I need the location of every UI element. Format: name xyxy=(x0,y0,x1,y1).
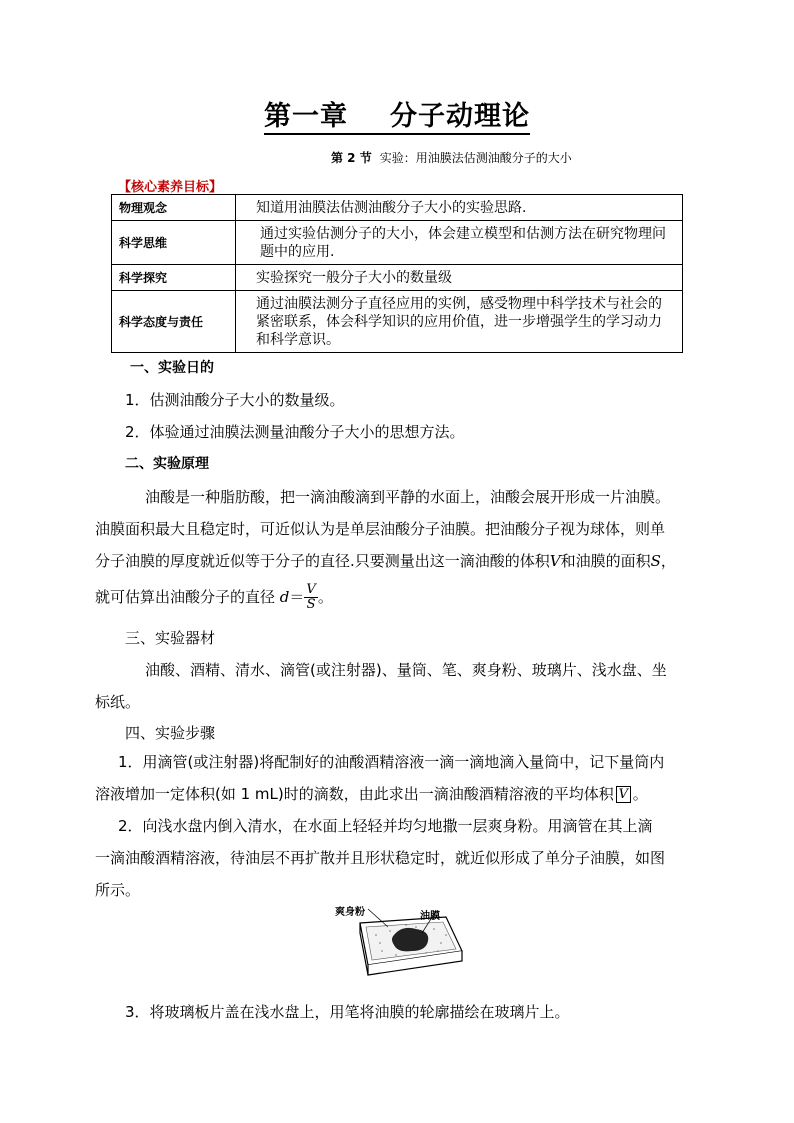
goal-key: 物理观念 xyxy=(112,195,236,221)
step-text: 溶液增加一定体积(如 1 mL)时的滴数，由此求出一滴油酸酒精溶液的平均体积 xyxy=(95,785,614,803)
step-line: 1．用滴管(或注射器)将配制好的油酸酒精溶液一滴一滴地滴入量筒中，记下量筒内 xyxy=(118,753,665,771)
goal-key: 科学探究 xyxy=(112,265,236,291)
step-text: 。 xyxy=(632,785,648,803)
chapter-number: 第一章 xyxy=(264,101,348,132)
goal-key: 科学思维 xyxy=(112,221,236,265)
fraction-denominator: S xyxy=(306,597,316,612)
section4-heading: 四、实验步骤 xyxy=(125,724,216,742)
goal-key: 科学态度与责任 xyxy=(112,291,236,353)
goals-row xyxy=(112,291,683,353)
principle-line xyxy=(95,546,676,576)
fraction-numerator: V xyxy=(306,582,316,597)
section2-heading: 二、实验原理 xyxy=(125,456,209,472)
equals-sign: ＝ xyxy=(289,588,305,606)
principle-text: 。 xyxy=(317,588,333,606)
step-line: 一滴油酸酒精溶液，待油层不再扩散并且形状稳定时，就近似形成了单分子油膜，如图 xyxy=(95,849,666,867)
principle-text: 和油膜的面积 xyxy=(560,552,651,570)
section-subtitle xyxy=(331,149,572,166)
equipment-line: 油酸、酒精、清水、滴管(或注射器)、量筒、笔、爽身粉、玻璃片、浅水盘、坐 xyxy=(145,661,667,679)
section1-item: 1．估测油酸分子大小的数量级。 xyxy=(125,391,345,409)
principle-line: 油膜面积最大且稳定时，可近似认为是单层油酸分子油膜。把油酸分子视为球体，则单 xyxy=(95,520,666,538)
principle-formula-line xyxy=(95,582,333,612)
powder-label: 爽身粉 xyxy=(335,907,365,918)
goals-row xyxy=(112,195,683,221)
step-line: 所示。 xyxy=(95,881,141,899)
area-symbol: S xyxy=(650,552,661,570)
diameter-symbol: d xyxy=(279,588,290,606)
section3-heading: 三、实验器材 xyxy=(125,629,216,647)
volume-symbol: V xyxy=(549,552,561,570)
chapter-title xyxy=(0,94,794,133)
section1-heading: 一、实验日的 xyxy=(130,360,214,376)
goal-value: 知道用油膜法估测油酸分子大小的实验思路. xyxy=(236,195,683,221)
core-goals-heading: 【核心素养目标】 xyxy=(118,180,223,195)
principle-text: 分子油膜的厚度就近似等于分子的直径.只要测量出这一滴油酸的体积 xyxy=(95,552,550,570)
section1-item: 2．体验通过油膜法测量油酸分子大小的思想方法。 xyxy=(125,423,465,441)
goal-value: 通过油膜法测分子直径应用的实例，感受物理中科学技术与社会的紧密联系，体会科学知识的应用价值，进一步增强学生的学习动力和科学意识。 xyxy=(236,291,683,353)
core-goals-table xyxy=(111,194,683,353)
step-line: 2．向浅水盘内倒入清水，在水面上轻轻并均匀地撒一层爽身粉。用滴管在其上滴 xyxy=(118,817,653,835)
goal-value: 实验探究一般分子大小的数量级 xyxy=(236,265,683,291)
film-label: 油膜 xyxy=(420,911,440,922)
goal-value: 通过实验估测分子的大小，体会建立模型和估测方法在研究物理问题中的应用. xyxy=(236,221,683,265)
section-title: 实验：用油膜法估测油酸分子的大小 xyxy=(379,151,572,165)
chapter-name: 分子动理论 xyxy=(390,101,530,132)
principle-text: 就可估算出油酸分子的直径 xyxy=(95,588,276,606)
step-line: 3．将玻璃板片盖在浅水盘上，用笔将油膜的轮廓描绘在玻璃片上。 xyxy=(125,1003,570,1021)
diameter-fraction xyxy=(304,583,317,612)
principle-text: ， xyxy=(660,552,676,570)
volume-symbol-boxed: V xyxy=(616,786,631,803)
goals-row xyxy=(112,221,683,265)
principle-line: 油酸是一种脂肪酸，把一滴油酸滴到平静的水面上，油酸会展开形成一片油膜。 xyxy=(145,488,671,506)
section-number: 第 2 节 xyxy=(331,151,372,165)
equipment-line: 标纸。 xyxy=(95,693,141,711)
step-line xyxy=(95,779,648,809)
goals-row xyxy=(112,265,683,291)
